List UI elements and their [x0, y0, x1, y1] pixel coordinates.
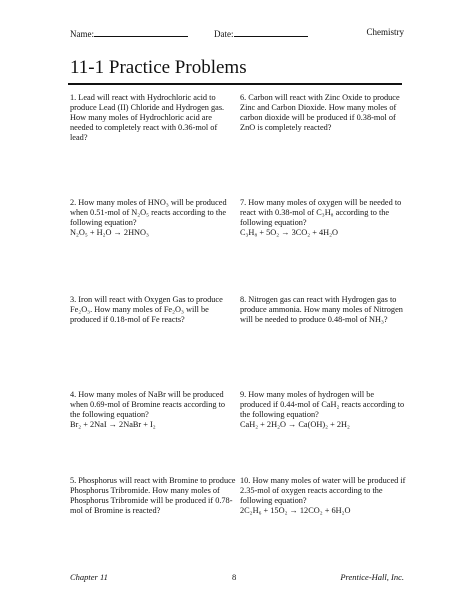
name-label: Name: — [70, 29, 94, 39]
date-field — [214, 27, 308, 39]
problem-equation: C₃H₈ + 5O₂ → 3CO₂ + 4H₂O — [240, 228, 339, 237]
page-header — [70, 27, 404, 41]
date-label: Date: — [214, 29, 234, 39]
footer-page-number: 8 — [232, 572, 237, 582]
problem-text: 3. Iron will react with Oxygen Gas to produce Fe₂O₃. How many moles of Fe₂O₃ will be produced if 0.18-mol of Fe reacts? — [70, 295, 223, 324]
problem-text: 9. How many moles of hydrogen will be produced if 0.44-mol of CaH₂ reacts according to the following equation? — [240, 390, 405, 419]
problem-1 — [70, 93, 236, 143]
problem-equation: Br₂ + 2NaI → 2NaBr + I₂ — [70, 420, 156, 429]
footer-publisher: Prentice-Hall, Inc. — [340, 572, 404, 582]
problem-text: 10. How many moles of water will be produced if 2.35-mol of oxygen reacts according to the following equation? — [240, 476, 406, 505]
problem-text: 7. How many moles of oxygen will be needed to react with 0.38-mol of C₃H₈ according to the following equation? — [240, 198, 402, 227]
problem-5 — [70, 476, 236, 516]
problem-6 — [240, 93, 406, 133]
problem-text: 5. Phosphorus will react with Bromine to produce Phosphorus Tribromide. How many moles of Phosphorus Tribromide will be produced if 0.78-mol of Bromine is reacted? — [70, 476, 236, 515]
page-title: 11-1 Practice Problems — [70, 57, 247, 78]
problem-text: 4. How many moles of NaBr will be produced when 0.69-mol of Bromine reacts according to the following equation? — [70, 390, 226, 419]
problem-text: 2. How many moles of HNO₃ will be produced when 0.51-mol of N₂O₅ reacts according to the following equation? — [70, 198, 227, 227]
problem-7 — [240, 198, 406, 238]
footer-chapter: Chapter 11 — [70, 572, 108, 582]
name-field — [70, 27, 188, 39]
title-underline — [68, 83, 402, 85]
problem-equation: 2C₂H₆ + 15O₂ → 12CO₂ + 6H₂O — [240, 506, 351, 515]
date-blank-line — [234, 27, 308, 37]
problem-10 — [240, 476, 406, 516]
problem-text: 8. Nitrogen gas can react with Hydrogen gas to produce ammonia. How many moles of Nitrogen will be needed to produce 0.48-mol of NH₃? — [240, 295, 403, 324]
problem-equation: N₂O₅ + H₂O → 2HNO₃ — [70, 228, 149, 237]
problem-4 — [70, 390, 236, 430]
problem-8 — [240, 295, 406, 325]
problem-9 — [240, 390, 406, 430]
problem-equation: CaH₂ + 2H₂O → Ca(OH)₂ + 2H₂ — [240, 420, 350, 429]
problem-2 — [70, 198, 236, 238]
name-blank-line — [94, 27, 188, 37]
problem-3 — [70, 295, 236, 325]
problem-text: 1. Lead will react with Hydrochloric acid to produce Lead (II) Chloride and Hydrogen gas. How many moles of Hydrochloric acid are needed to completely react with 0.36-mol of lead? — [70, 93, 225, 142]
subject-label: Chemistry — [366, 27, 404, 37]
problem-text: 6. Carbon will react with Zinc Oxide to produce Zinc and Carbon Dioxide. How many moles of carbon dioxide will be produced if 0.38-mol of ZnO is completely reacted? — [240, 93, 400, 132]
